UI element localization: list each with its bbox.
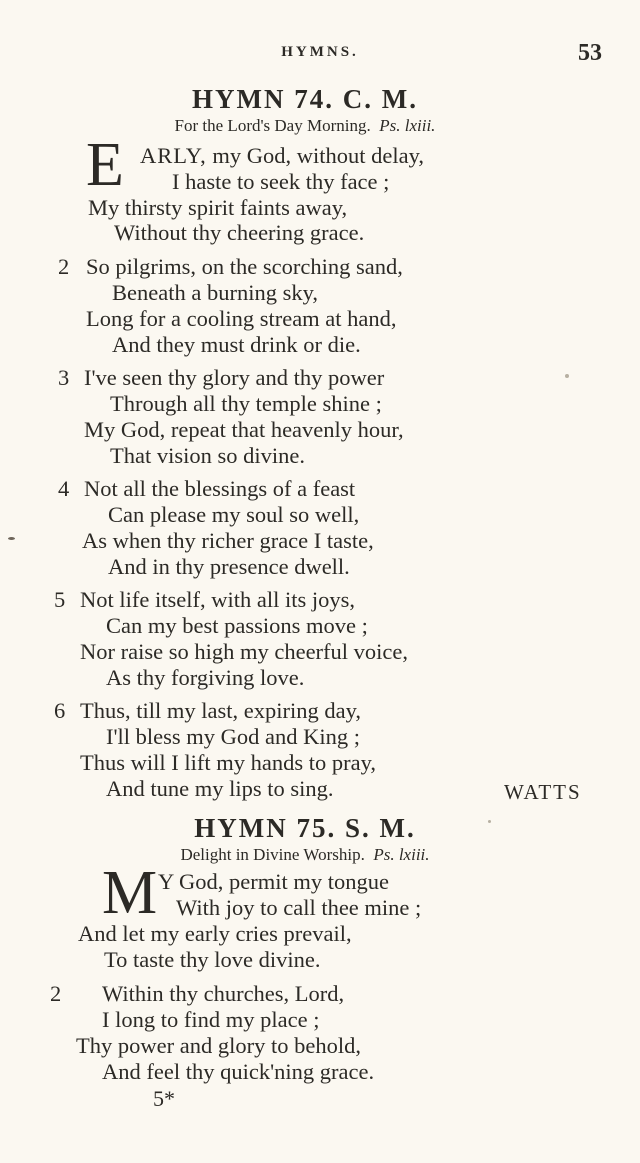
verse-line: Thus, till my last, expiring day, bbox=[80, 698, 362, 723]
verse-line: Nor raise so high my cheerful voice, bbox=[80, 639, 409, 664]
verse-line: Thy power and glory to behold, bbox=[76, 1033, 361, 1058]
hymn-75-line-4: To taste thy love divine. bbox=[104, 947, 321, 972]
verse-line: I'll bless my God and King ; bbox=[106, 724, 361, 749]
hymn-74-line-4: Without thy cheering grace. bbox=[114, 220, 365, 245]
page-number: 53 bbox=[578, 40, 602, 66]
verse-line: And they must drink or die. bbox=[112, 332, 361, 357]
verse-line: Within thy churches, Lord, bbox=[102, 981, 345, 1006]
hymn-75-psalm-ref: Ps. lxiii. bbox=[373, 845, 430, 864]
verse-number: 6 bbox=[54, 698, 66, 723]
hymn-75-line-2: With joy to call thee mine ; bbox=[176, 895, 422, 920]
verse-line: And tune my lips to sing. bbox=[106, 776, 334, 801]
hymn-75-title: HYMN 75. S. M. bbox=[194, 813, 416, 843]
hymn-74-occasion: For the Lord's Day Morning. bbox=[174, 116, 371, 135]
hymn-74-line-3: My thirsty spirit faints away, bbox=[88, 195, 348, 220]
hymn-74-line-1 bbox=[140, 145, 424, 168]
verse-line: Long for a cooling stream at hand, bbox=[86, 306, 397, 331]
verse-line: Not all the blessings of a feast bbox=[84, 476, 356, 501]
hymn-75-line-1: Y God, permit my tongue bbox=[158, 869, 390, 894]
ink-speck bbox=[8, 537, 15, 540]
hymn-74-drop-cap: E bbox=[86, 131, 124, 199]
hymn-75-drop-cap: M bbox=[102, 859, 158, 927]
verse-line: I've seen thy glory and thy power bbox=[84, 365, 385, 390]
verse-line: And feel thy quick'ning grace. bbox=[102, 1059, 375, 1084]
verse-number: 5 bbox=[54, 587, 66, 612]
hymn-74-psalm-ref: Ps. lxiii. bbox=[379, 116, 436, 135]
verse-line: My God, repeat that heavenly hour, bbox=[84, 417, 404, 442]
verse-line: Beneath a burning sky, bbox=[112, 280, 318, 305]
verse-line: So pilgrims, on the scorching sand, bbox=[86, 254, 403, 279]
verse-line: As thy forgiving love. bbox=[106, 665, 305, 690]
verse-line: Can please my soul so well, bbox=[108, 502, 360, 527]
verse-line: As when thy richer grace I taste, bbox=[82, 528, 374, 553]
verse-line: I long to find my place ; bbox=[102, 1007, 320, 1032]
verse-number: 2 bbox=[50, 981, 62, 1006]
verse-line: And in thy presence dwell. bbox=[108, 554, 350, 579]
verse-number: 3 bbox=[58, 365, 70, 390]
verse-line: Thus will I lift my hands to pray, bbox=[80, 750, 377, 775]
verse-number: 4 bbox=[58, 476, 70, 501]
running-head: HYMNS. bbox=[281, 44, 359, 60]
author-attribution: WATTS bbox=[504, 780, 582, 804]
ink-speck bbox=[488, 820, 491, 823]
verse-line: Through all thy temple shine ; bbox=[110, 391, 382, 416]
hymn-75-occasion: Delight in Divine Worship. bbox=[180, 845, 365, 864]
hymn-74-first-line-rest: my God, without delay, bbox=[206, 143, 424, 168]
verse-line: Not life itself, with all its joys, bbox=[80, 587, 355, 612]
verse-number: 2 bbox=[58, 254, 70, 279]
hymn-74-title: HYMN 74. C. M. bbox=[192, 84, 418, 114]
signature-mark: 5* bbox=[153, 1086, 175, 1111]
hymn-75-line-3: And let my early cries prevail, bbox=[78, 921, 352, 946]
hymn-74-first-word: ARLY, bbox=[140, 143, 207, 168]
hymn-74-line-2: I haste to seek thy face ; bbox=[172, 169, 390, 194]
verse-line: That vision so divine. bbox=[110, 443, 305, 468]
hymn-75-subtitle bbox=[0, 845, 610, 865]
verse-line: Can my best passions move ; bbox=[106, 613, 368, 638]
ink-speck bbox=[565, 374, 569, 378]
